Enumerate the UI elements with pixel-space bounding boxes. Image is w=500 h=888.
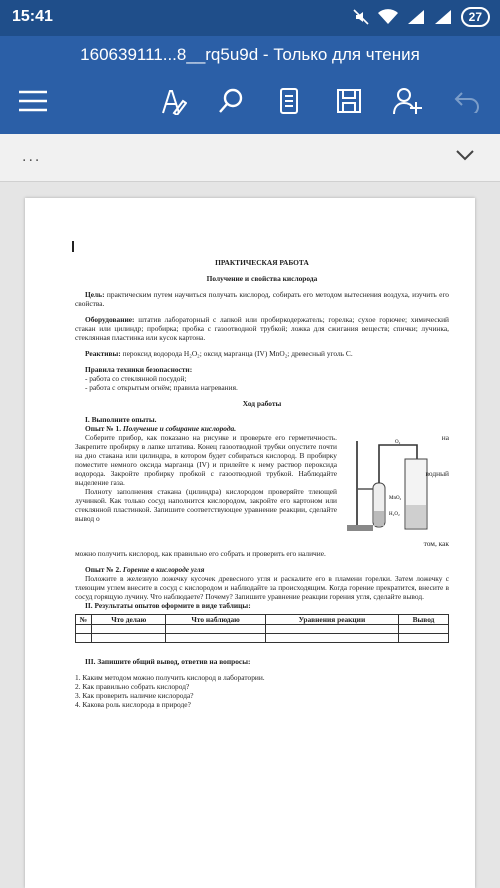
status-icons: [353, 7, 490, 27]
exp1-text: Соберите прибор, как показано на рисунке и проверьте его герметичность. Закрепите пробирку в лапке штатива. Конец газоотводной трубки опустите почти на дно стакана или цилиндра, в котором будет собираться кислород. В пробирку поместите немного оксида марганца (IV) и прилейте к нему раствор пероксида водорода. Закройте пробирку пробкой с газоотводной трубкой. Наблюдайте выделение газа.: [75, 433, 337, 487]
edit-button[interactable]: [150, 78, 196, 124]
experiment-1-figure-col: [337, 433, 449, 549]
edit-pen-icon: [159, 87, 187, 115]
undo-button[interactable]: [444, 78, 490, 124]
label-mno2: MnO₂: [389, 496, 402, 501]
safety-title: Правила техники безопасности:: [85, 365, 193, 374]
goal-label: Цель:: [85, 290, 105, 299]
save-button[interactable]: [326, 78, 372, 124]
reagents-label: Реактивы:: [85, 349, 121, 358]
goal-paragraph: [75, 290, 449, 308]
safety-item-1: - работа со стеклянной посудой;: [85, 374, 187, 383]
goal-text: практическим путем научиться получать кислород, собирать его методом вытеснения воздуха, изучить его свойства.: [75, 290, 449, 308]
safety-item-2: - работа с открытым огнём; правила нагревания.: [85, 383, 238, 392]
table-header-observe: Что наблюдаю: [166, 615, 265, 625]
experiment-1-heading: [75, 424, 449, 433]
table-header-equation: Уравнения реакции: [265, 615, 398, 625]
lab-apparatus-figure: [343, 435, 433, 535]
document-canvas[interactable]: [0, 182, 500, 888]
document-body: [75, 258, 449, 709]
exp2-title: Горение в кислороде угля: [121, 565, 205, 574]
more-options-button[interactable]: ...: [22, 148, 42, 165]
experiment-1-block: [75, 433, 449, 549]
question-4: 4. Какова роль кислорода в природе?: [75, 700, 191, 709]
reagents-paragraph: [75, 349, 449, 358]
reading-view-icon: [279, 87, 299, 115]
label-h2o2: H₂O₂: [389, 512, 400, 517]
menu-button[interactable]: [10, 78, 56, 124]
status-bar: [0, 0, 500, 36]
section-1-title: I. Выполните опыты.: [85, 415, 157, 424]
table-row: [76, 634, 449, 643]
question-1: 1. Каким методом можно получить кислород в лаборатории.: [75, 673, 265, 682]
reagents-text: пероксид водорода H₂O₂; оксид марганца (IV) MnO₂; древесный уголь С.: [120, 349, 353, 358]
search-button[interactable]: [208, 78, 254, 124]
table-header-row: [76, 615, 449, 625]
share-person-icon: [392, 87, 422, 115]
exp2-label: Опыт № 2.: [85, 565, 122, 574]
chevron-down-icon: [456, 149, 474, 161]
doc-heading: ПРАКТИЧЕСКАЯ РАБОТА: [215, 258, 309, 267]
exp1-text-3: можно получить кислород, как правильно его собрать и проверить его наличие.: [75, 549, 326, 558]
save-icon: [336, 88, 362, 114]
exp1-title: Получение и собирание кислорода.: [121, 424, 237, 433]
table-header-conclusion: Вывод: [399, 615, 449, 625]
undo-icon: [454, 89, 480, 113]
equipment-text: штатив лабораторный с лапкой или пробиркодержатель; горелка; сухое горючее; химический стакан или цилиндр; пробирка; пробка с газоотводной трубкой; ложка для сжигания веществ; спички; лучинка, стеклянная пластинка или кусок картона.: [75, 315, 449, 342]
results-table: [75, 614, 449, 643]
label-o2: O₂: [395, 440, 401, 445]
table-header-num: №: [76, 615, 92, 625]
table-row: [76, 625, 449, 634]
mute-icon: [353, 9, 369, 25]
menu-icon: [18, 90, 48, 112]
reading-view-button[interactable]: [266, 78, 312, 124]
status-time: 15:41: [12, 8, 53, 25]
wifi-icon: [378, 9, 398, 25]
side-word-vodny: водный: [425, 469, 449, 478]
app-bar: [0, 36, 500, 134]
question-3: 3. Как проверить наличие кислорода?: [75, 691, 194, 700]
battery-indicator: 27: [461, 7, 490, 27]
sub-toolbar: [0, 134, 500, 182]
exp1-text-2: Полноту заполнения стакана (цилиндра) кислородом проверяйте тлеющей лучинкой. Как только сосуд наполнится кислородом, закройте его картоном или стеклянной пластинкой. Запишите соответствующее уравнение реакции, сделайте вывод о: [75, 487, 337, 523]
toolbar: [0, 78, 500, 128]
section-3-title: III. Запишите общий вывод, ответив на вопросы:: [85, 657, 251, 666]
table-header-action: Что делаю: [92, 615, 166, 625]
side-word-tom: том, как: [423, 539, 449, 548]
side-word-na: на: [441, 433, 449, 442]
text-cursor: [72, 241, 74, 252]
doc-subheading: Получение и свойства кислорода: [206, 274, 318, 283]
document-page[interactable]: [25, 198, 475, 888]
experiment-2-heading: [75, 565, 449, 574]
exp2-text: Положите в железную ложечку кусочек древесного угля и раскалите его в пламени горелки. Затем ложечку с тлеющим углем внесите в сосуд с кислородом и наблюдайте за происходящим. Когда горение прекратится, внесите в сосуд горящую лучину. Что наблюдаете? Почему? Запишите уравнение реакции горения угля, сделайте вывод.: [75, 574, 449, 601]
progress-title: Ход работы: [242, 399, 282, 408]
exp1-label: Опыт № 1.: [85, 424, 122, 433]
question-2: 2. Как правильно собрать кислород?: [75, 682, 190, 691]
signal-icon: [407, 9, 425, 25]
collapse-button[interactable]: [456, 148, 474, 166]
section-2-title: II. Результаты опытов оформите в виде таблицы:: [85, 601, 251, 610]
equipment-label: Оборудование:: [85, 315, 135, 324]
equipment-paragraph: [75, 315, 449, 342]
document-title: 160639111...8__rq5u9d - Только для чтения: [80, 45, 420, 64]
share-button[interactable]: [384, 78, 430, 124]
experiment-1-text-col: [75, 433, 337, 549]
search-icon: [217, 87, 245, 115]
signal-icon-2: [434, 9, 452, 25]
